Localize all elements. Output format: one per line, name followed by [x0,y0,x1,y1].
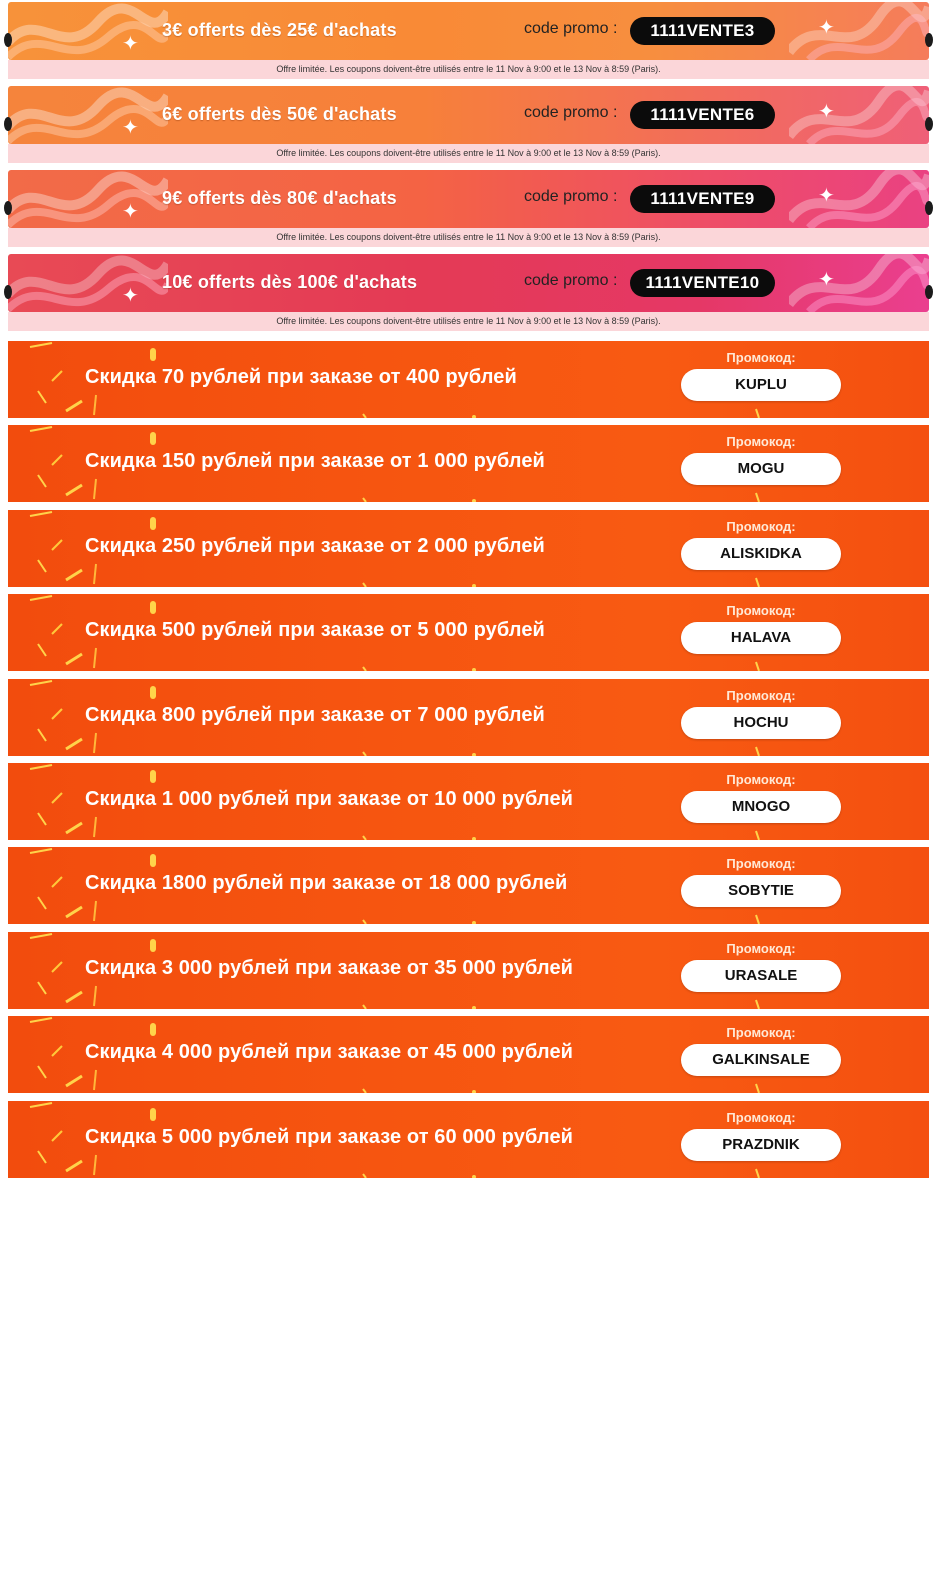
promo-code-pill[interactable]: 1111VENTE3 [630,17,775,45]
promo-code-pill[interactable]: ALISKIDKA [681,538,841,570]
sparkle-icon: ✦ [818,101,835,123]
ru-promo-banner [8,679,929,756]
ru-promo-banner [8,932,929,1009]
fr-banner-note: Offre limitée. Les coupons doivent-être utilisés entre le 11 Nov à 9:00 et le 13 Nov à 8:59 (Paris). [8,144,929,163]
promo-code-pill[interactable]: 1111VENTE9 [630,185,775,213]
ru-promo-banner [8,425,929,502]
ru-promo-banner [8,1016,929,1093]
ru-promo-banner [8,1101,929,1178]
fr-banner-note: Offre limitée. Les coupons doivent-être utilisés entre le 11 Nov à 9:00 et le 13 Nov à 8:59 (Paris). [8,60,929,79]
promo-code-pill[interactable]: MNOGO [681,791,841,823]
fr-banner-note: Offre limitée. Les coupons doivent-être utilisés entre le 11 Nov à 9:00 et le 13 Nov à 8:59 (Paris). [8,312,929,331]
promo-code-label: code promo : [524,188,618,205]
ticket-notch [925,33,933,47]
promo-code-label: Промокод: [726,772,796,787]
wave-decoration [8,170,168,228]
fr-banner-header [8,2,929,60]
promo-code-label: Промокод: [726,1025,796,1040]
ticket-notch [4,117,12,131]
wave-decoration [8,2,168,60]
promo-code-pill[interactable]: HALAVA [681,622,841,654]
fr-banner-title: 9€ offerts dès 80€ d'achats [162,188,397,208]
wave-decoration [789,170,929,228]
ru-banner-title: Скидка 1800 рублей при заказе от 18 000 рублей [85,872,568,894]
ru-promo-banner [8,594,929,671]
sparkle-icon: ✦ [818,185,835,207]
promo-code-label: Промокод: [726,941,796,956]
ticket-notch [4,201,12,215]
fr-promo-banner [8,254,929,331]
promo-code-label: Промокод: [726,603,796,618]
sparkle-icon: ✦ [122,201,139,223]
promo-code-label: Промокод: [726,1110,796,1125]
ru-promo-banner [8,510,929,587]
fr-banner-note: Offre limitée. Les coupons doivent-être utilisés entre le 11 Nov à 9:00 et le 13 Nov à 8:59 (Paris). [8,228,929,247]
promo-code-label: Промокод: [726,350,796,365]
ru-banner-title: Скидка 250 рублей при заказе от 2 000 рублей [85,535,545,557]
promo-code-label: Промокод: [726,434,796,449]
ru-banner-title: Скидка 800 рублей при заказе от 7 000 рублей [85,704,545,726]
promo-code-pill[interactable]: PRAZDNIK [681,1129,841,1161]
fr-banner-header [8,86,929,144]
promo-code-pill[interactable]: KUPLU [681,369,841,401]
promo-code-pill[interactable]: GALKINSALE [681,1044,841,1076]
fr-promo-banner [8,86,929,163]
ru-promo-banner [8,341,929,418]
promo-code-label: code promo : [524,104,618,121]
wave-decoration [8,86,168,144]
ru-promo-banner [8,763,929,840]
wave-decoration [789,86,929,144]
wave-decoration [8,254,168,312]
ru-banner-title: Скидка 70 рублей при заказе от 400 рублей [85,366,517,388]
promo-code-label: code promo : [524,272,618,289]
ru-banner-title: Скидка 1 000 рублей при заказе от 10 000 рублей [85,788,574,810]
fr-banner-header [8,170,929,228]
wave-decoration [789,254,929,312]
ticket-notch [925,285,933,299]
ru-banner-title: Скидка 3 000 рублей при заказе от 35 000 рублей [85,957,574,979]
promo-code-label: code promo : [524,20,618,37]
fr-banner-title: 6€ offerts dès 50€ d'achats [162,104,397,124]
ticket-notch [4,285,12,299]
promo-code-label: Промокод: [726,856,796,871]
promo-code-label: Промокод: [726,519,796,534]
sparkle-icon: ✦ [122,117,139,139]
ticket-notch [4,33,12,47]
ru-banner-title: Скидка 5 000 рублей при заказе от 60 000 рублей [85,1126,574,1148]
promo-code-pill[interactable]: URASALE [681,960,841,992]
sparkle-icon: ✦ [818,269,835,291]
fr-banner-title: 10€ offerts dès 100€ d'achats [162,272,418,292]
promo-code-pill[interactable]: 1111VENTE6 [630,101,775,129]
fr-promo-banner [8,170,929,247]
ticket-notch [925,201,933,215]
ticket-notch [925,117,933,131]
ru-banner-title: Скидка 500 рублей при заказе от 5 000 рублей [85,619,545,641]
ru-banner-title: Скидка 150 рублей при заказе от 1 000 рублей [85,450,545,472]
fr-banner-title: 3€ offerts dès 25€ d'achats [162,20,397,40]
wave-decoration [789,2,929,60]
ru-promo-banner [8,847,929,924]
promo-code-pill[interactable]: 1111VENTE10 [630,269,775,297]
fr-banner-header [8,254,929,312]
sparkle-icon: ✦ [122,33,139,55]
promo-code-pill[interactable]: SOBYTIE [681,875,841,907]
fr-promo-banner [8,2,929,79]
ru-banner-title: Скидка 4 000 рублей при заказе от 45 000 рублей [85,1041,574,1063]
sparkle-icon: ✦ [122,285,139,307]
promo-code-label: Промокод: [726,688,796,703]
promo-code-pill[interactable]: HOCHU [681,707,841,739]
promo-code-pill[interactable]: MOGU [681,453,841,485]
sparkle-icon: ✦ [818,17,835,39]
